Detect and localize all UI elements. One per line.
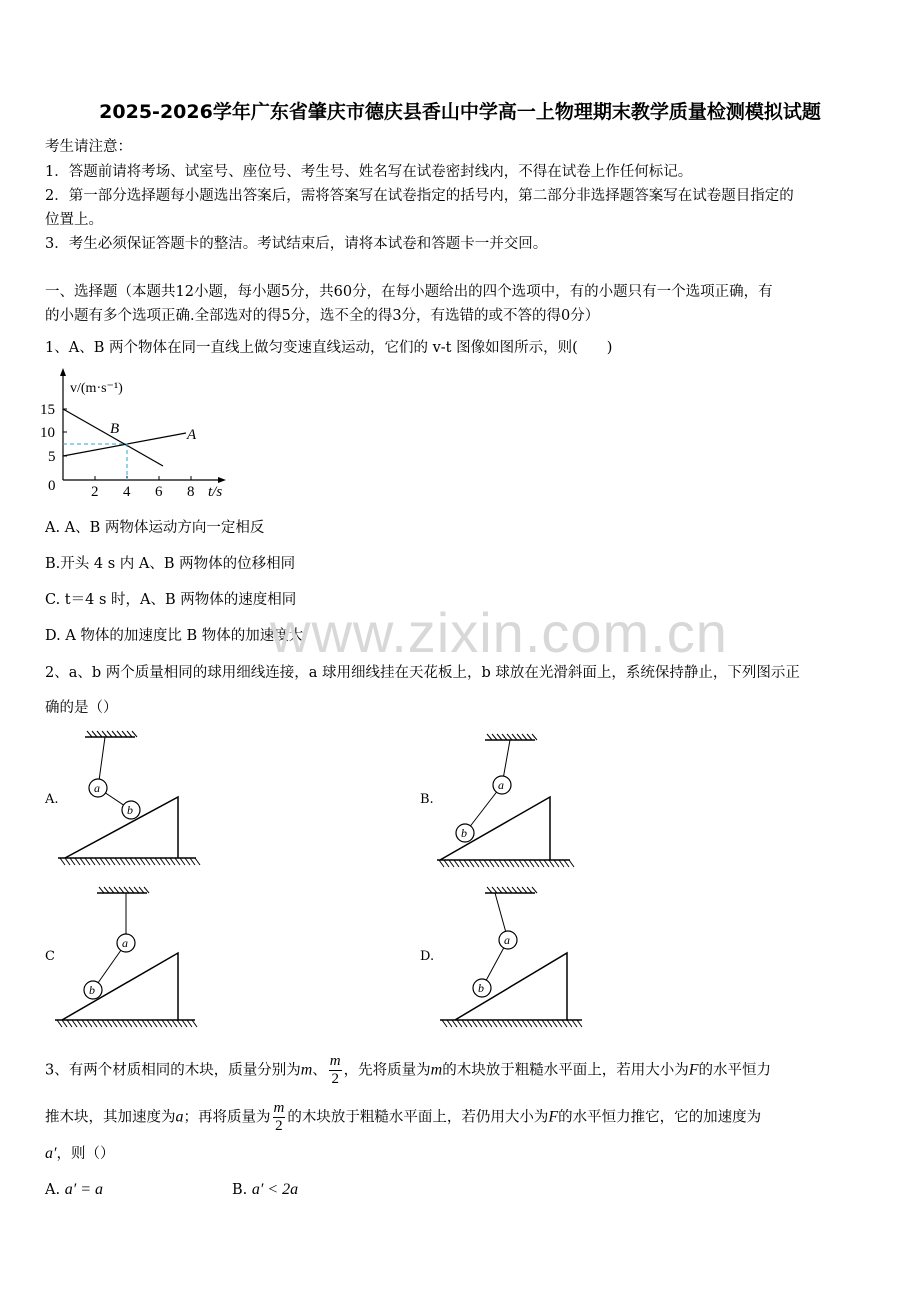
section-heading-cont: 的小题有多个选项正确.全部选对的得5分，选不全的得3分，有选错的或不答的得0分）	[45, 308, 600, 324]
figure-b-ground-hatch	[464, 860, 469, 867]
svg-text:4: 4	[123, 484, 131, 500]
figure-a-ground-hatch	[195, 858, 200, 865]
x-axis-label: t/s	[208, 484, 223, 500]
figure-a-ceiling-hatch	[122, 731, 127, 737]
figure-d-ball-b-label: b	[478, 981, 484, 995]
figure-c-ground-hatch	[147, 1020, 152, 1027]
figure-d-ground-hatch	[537, 1020, 542, 1027]
figure-a-ground-hatch	[60, 858, 65, 865]
figure-a-ground-hatch	[165, 858, 170, 865]
figure-a-ground-hatch	[145, 858, 150, 865]
figure-d-ground-hatch	[482, 1020, 487, 1027]
figure-c-ground-hatch	[142, 1020, 147, 1027]
figure-c-ground-hatch	[152, 1020, 157, 1027]
figure-c-ground-hatch	[112, 1020, 117, 1027]
figure-b-ceiling-hatch	[507, 734, 512, 740]
figure-a-ground-hatch	[95, 858, 100, 865]
figure-a-ground-hatch	[125, 858, 130, 865]
figure-c-ceiling-hatch	[129, 887, 134, 893]
figure-b-incline	[440, 797, 550, 860]
figure-b-ground-hatch	[504, 860, 509, 867]
figure-d-ground-hatch	[512, 1020, 517, 1027]
svg-text:10: 10	[40, 425, 55, 441]
figure-a-ground-hatch	[110, 858, 115, 865]
note-2: 2．第一部分选择题每小题选出答案后，需将答案写在试卷指定的括号内，第二部分非选择题答案写在试卷题目指定的	[45, 188, 794, 204]
watermark: www.zixin.com.cn	[270, 601, 728, 664]
figure-b-ground-hatch	[524, 860, 529, 867]
figure-d-ceiling-hatch	[507, 887, 512, 893]
figure-d-ground-hatch	[442, 1020, 447, 1027]
figure-a-ground-hatch	[105, 858, 110, 865]
figure-c-ceiling-hatch	[99, 887, 104, 893]
svg-text:2: 2	[91, 484, 99, 500]
figure-a-ceiling-hatch	[127, 731, 132, 737]
figure-c-ground-hatch	[122, 1020, 127, 1027]
figure-a-ground-hatch	[130, 858, 135, 865]
figure-c-ground-hatch	[187, 1020, 192, 1027]
figure-a-ceiling-hatch	[112, 731, 117, 737]
figure-d-ground-hatch	[472, 1020, 477, 1027]
figure-d-ground-hatch	[477, 1020, 482, 1027]
figure-a-ground-hatch	[185, 858, 190, 865]
q3-line-3: a′，则（）	[45, 1145, 115, 1162]
figure-d-ceiling-hatch	[522, 887, 527, 893]
figure-b-ceiling-hatch	[532, 734, 537, 740]
figure-b-ground-hatch	[489, 860, 494, 867]
figure-c-ground-hatch	[67, 1020, 72, 1027]
figure-b-ground-hatch	[564, 860, 569, 867]
figure-b-ceiling-hatch	[522, 734, 527, 740]
figure-c-ground-hatch	[157, 1020, 162, 1027]
figure-d-ground-hatch	[577, 1020, 582, 1027]
svg-text:6: 6	[155, 484, 163, 500]
figure-b-ground-hatch	[444, 860, 449, 867]
figure-c-ground-hatch	[72, 1020, 77, 1027]
label-a: A	[187, 427, 197, 443]
figure-d-ceiling-hatch	[517, 887, 522, 893]
figure-d-ceiling-hatch	[497, 887, 502, 893]
figure-c-ball-a-label: a	[122, 936, 128, 950]
figure-a-ball-a-label: a	[94, 781, 100, 795]
figure-b-ground-hatch	[529, 860, 534, 867]
figure-d-ground-hatch	[447, 1020, 452, 1027]
figure-c-ground-hatch	[82, 1020, 87, 1027]
figure-d-ceiling-hatch	[512, 887, 517, 893]
figure-d-ground-hatch	[522, 1020, 527, 1027]
svg-text:0: 0	[48, 478, 56, 494]
figure-b-ground-hatch	[469, 860, 474, 867]
q2-stem-cont: 确的是（）	[45, 700, 118, 716]
figure-b-ground-hatch	[454, 860, 459, 867]
figure-c-ground-hatch	[167, 1020, 172, 1027]
figure-c-ceiling-hatch	[119, 887, 124, 893]
figure-d-ceiling-hatch	[502, 887, 507, 893]
figure-a-ceiling-hatch	[92, 731, 97, 737]
figure-c-ground-hatch	[137, 1020, 142, 1027]
figure-b-ground-hatch	[544, 860, 549, 867]
figure-c-ground-hatch	[87, 1020, 92, 1027]
figure-c-ground-hatch	[192, 1020, 197, 1027]
figure-a-ground-hatch	[65, 858, 70, 865]
figure-d-ground-hatch	[507, 1020, 512, 1027]
figure-a-ceiling-hatch	[117, 731, 122, 737]
figure-c-ceiling-hatch	[109, 887, 114, 893]
q3-line-2: 推木块，其加速度为a；再将质量为 $\frac{m}{2}$ 的木块放于粗糙水平面上，若仍用大小为F的水平恒力推它，它的加速度为	[45, 1100, 762, 1134]
figure-c-ground-hatch	[92, 1020, 97, 1027]
figure-c-ground-hatch	[172, 1020, 177, 1027]
figure-d-ground-hatch	[462, 1020, 467, 1027]
figure-c-ground-hatch	[182, 1020, 187, 1027]
figure-d-ground-hatch	[492, 1020, 497, 1027]
figure-d-ground-hatch	[467, 1020, 472, 1027]
figure-a-ground-hatch	[70, 858, 75, 865]
page-title: 2025-2026学年广东省肇庆市德庆县香山中学高一上物理期末教学质量检测模拟试题	[99, 101, 821, 123]
q2-option-b-label[interactable]: B.	[420, 792, 434, 807]
figure-b-ground-hatch	[474, 860, 479, 867]
figure-c-ground-hatch	[177, 1020, 182, 1027]
figure-c-ground-hatch	[97, 1020, 102, 1027]
figure-a-ground-hatch	[85, 858, 90, 865]
figure-d-ground-hatch	[557, 1020, 562, 1027]
section-heading: 一、选择题（本题共12小题，每小题5分，共60分，在每小题给出的四个选项中，有的小题只有一个选项正确，有	[45, 284, 773, 300]
q2-option-a-label[interactable]: A.	[45, 792, 59, 807]
figure-c-ground-hatch	[107, 1020, 112, 1027]
note-3: 3．考生必须保证答题卡的整洁。考试结束后，请将本试卷和答题卡一并交回。	[45, 236, 548, 252]
figure-d-ceiling-hatch	[527, 887, 532, 893]
figure-d-ground-hatch	[532, 1020, 537, 1027]
figure-b-ceiling-hatch	[527, 734, 532, 740]
figure-d-ground-hatch	[547, 1020, 552, 1027]
figure-d-ground-hatch	[497, 1020, 502, 1027]
figure-d-ceiling-hatch	[492, 887, 497, 893]
figure-a-ground-hatch	[160, 858, 165, 865]
note-2-cont: 位置上。	[45, 212, 103, 228]
figure-a-ground-hatch	[170, 858, 175, 865]
figure-d-ground-hatch	[562, 1020, 567, 1027]
figure-d-ground-hatch	[527, 1020, 532, 1027]
figure-a-ball-b-label: b	[127, 803, 133, 817]
q3-line-1: 3、有两个材质相同的木块，质量分别为m、 $\frac{m}{2}$ ，先将质量为m的木块放于粗糙水平面上，若用大小为F的水平恒力	[45, 1053, 771, 1087]
figure-b-ceiling-hatch	[487, 734, 492, 740]
figure-d-ball-a-label: a	[504, 933, 510, 947]
figure-c-ceiling-hatch	[139, 887, 144, 893]
figure-b-ground-hatch	[479, 860, 484, 867]
figure-c-ball-b-label: b	[89, 983, 95, 997]
figure-b-ground-hatch	[559, 860, 564, 867]
figure-d-ground-hatch	[502, 1020, 507, 1027]
q1-option-c[interactable]: C. t＝4 s 时，A、B 两物体的速度相同	[45, 592, 297, 608]
figure-b-ground-hatch	[484, 860, 489, 867]
figure-b-ground-hatch	[534, 860, 539, 867]
notes-heading: 考生请注意：	[45, 139, 132, 155]
figure-c-ground-hatch	[127, 1020, 132, 1027]
figure-c-ground-hatch	[62, 1020, 67, 1027]
figure-c-ceiling-hatch	[114, 887, 119, 893]
figure-a-ground-hatch	[120, 858, 125, 865]
figure-b-ground-hatch	[519, 860, 524, 867]
figure-d-ground-hatch	[457, 1020, 462, 1027]
figure-a-ground-hatch	[155, 858, 160, 865]
figure-b-ceiling-hatch	[492, 734, 497, 740]
figure-d-ground-hatch	[517, 1020, 522, 1027]
label-b: B	[110, 421, 120, 437]
figure-a-ground-hatch	[180, 858, 185, 865]
figure-a-ground-hatch	[175, 858, 180, 865]
svg-text:8: 8	[187, 484, 195, 500]
note-1: 1．答题前请将考场、试室号、座位号、考生号、姓名写在试卷密封线内，不得在试卷上作任何标记。	[45, 164, 693, 180]
q1-option-b[interactable]: B.开头 4 s 内 A、B 两物体的位移相同	[45, 556, 296, 572]
figure-d-ground-hatch	[487, 1020, 492, 1027]
figure-d-ground-hatch	[452, 1020, 457, 1027]
figure-a-ceiling-hatch	[102, 731, 107, 737]
figure-a-ceiling-hatch	[107, 731, 112, 737]
figure-b-ground-hatch	[569, 860, 574, 867]
figure-a-ground-hatch	[150, 858, 155, 865]
figure-a-ground-hatch	[90, 858, 95, 865]
y-axis-label: v/(m·s⁻¹)	[70, 381, 123, 396]
figure-a-ground-hatch	[100, 858, 105, 865]
svg-text:15: 15	[40, 402, 55, 418]
q2-option-d-label[interactable]: D.	[420, 949, 435, 964]
figure-d-ceiling-hatch	[532, 887, 537, 893]
q2-option-c-label[interactable]: C	[45, 949, 55, 964]
figure-c-ceiling-hatch	[144, 887, 149, 893]
figure-c-incline	[62, 953, 178, 1020]
figure-b-ground-hatch	[449, 860, 454, 867]
q1-option-d[interactable]: D. A 物体的加速度比 B 物体的加速度大	[45, 628, 304, 644]
figure-c-ground-hatch	[102, 1020, 107, 1027]
q3-option-b[interactable]: B. a′ < 2a	[232, 1181, 299, 1198]
figure-b-ball-a-label: a	[498, 778, 504, 792]
figure-c-ceiling-hatch	[124, 887, 129, 893]
figure-b-ground-hatch	[439, 860, 444, 867]
figure-d-ground-hatch	[567, 1020, 572, 1027]
figure-b-ground-hatch	[554, 860, 559, 867]
figure-a-ceiling-hatch	[87, 731, 92, 737]
q3-option-a[interactable]: A. a′ = a	[45, 1181, 103, 1198]
figure-d-ground-hatch	[572, 1020, 577, 1027]
figure-d-ground-hatch	[542, 1020, 547, 1027]
figure-d-ground-hatch	[552, 1020, 557, 1027]
figure-b-ground-hatch	[459, 860, 464, 867]
figure-a-ground-hatch	[140, 858, 145, 865]
q1-option-a[interactable]: A. A、B 两物体运动方向一定相反	[45, 520, 265, 536]
figure-b-ceiling-hatch	[497, 734, 502, 740]
figure-a-ceiling-hatch	[132, 731, 137, 737]
figure-b-ground-hatch	[514, 860, 519, 867]
figure-b-ceiling-hatch	[502, 734, 507, 740]
figure-d-ceiling-hatch	[487, 887, 492, 893]
figure-b-ceiling-hatch	[512, 734, 517, 740]
q1-stem: 1、A、B 两个物体在同一直线上做匀变速直线运动，它们的 v-t 图像如图所示，则( )	[45, 340, 613, 356]
figure-c-ground-hatch	[77, 1020, 82, 1027]
figure-b-ball-b-label: b	[461, 826, 467, 840]
figure-b-ground-hatch	[509, 860, 514, 867]
figure-a-ground-hatch	[115, 858, 120, 865]
figure-a-ground-hatch	[75, 858, 80, 865]
figure-c-ground-hatch	[117, 1020, 122, 1027]
figure-b-ground-hatch	[549, 860, 554, 867]
figure-a-incline	[65, 797, 178, 858]
figure-b-ground-hatch	[499, 860, 504, 867]
svg-text:5: 5	[48, 449, 56, 465]
figure-b-ground-hatch	[539, 860, 544, 867]
figure-b-ground-hatch	[494, 860, 499, 867]
figure-c-ground-hatch	[57, 1020, 62, 1027]
figure-c-ground-hatch	[132, 1020, 137, 1027]
figure-d-incline	[455, 953, 567, 1020]
figure-a-ground-hatch	[190, 858, 195, 865]
figure-c-ground-hatch	[162, 1020, 167, 1027]
figure-a-ground-hatch	[80, 858, 85, 865]
figure-a-ceiling-hatch	[97, 731, 102, 737]
figure-a-ground-hatch	[135, 858, 140, 865]
q2-stem: 2、a、b 两个质量相同的球用细线连接，a 球用细线挂在天花板上，b 球放在光滑斜面上，系统保持静止，下列图示正	[45, 665, 800, 681]
figure-c-ceiling-hatch	[104, 887, 109, 893]
figure-b-ceiling-hatch	[517, 734, 522, 740]
figure-c-ceiling-hatch	[134, 887, 139, 893]
